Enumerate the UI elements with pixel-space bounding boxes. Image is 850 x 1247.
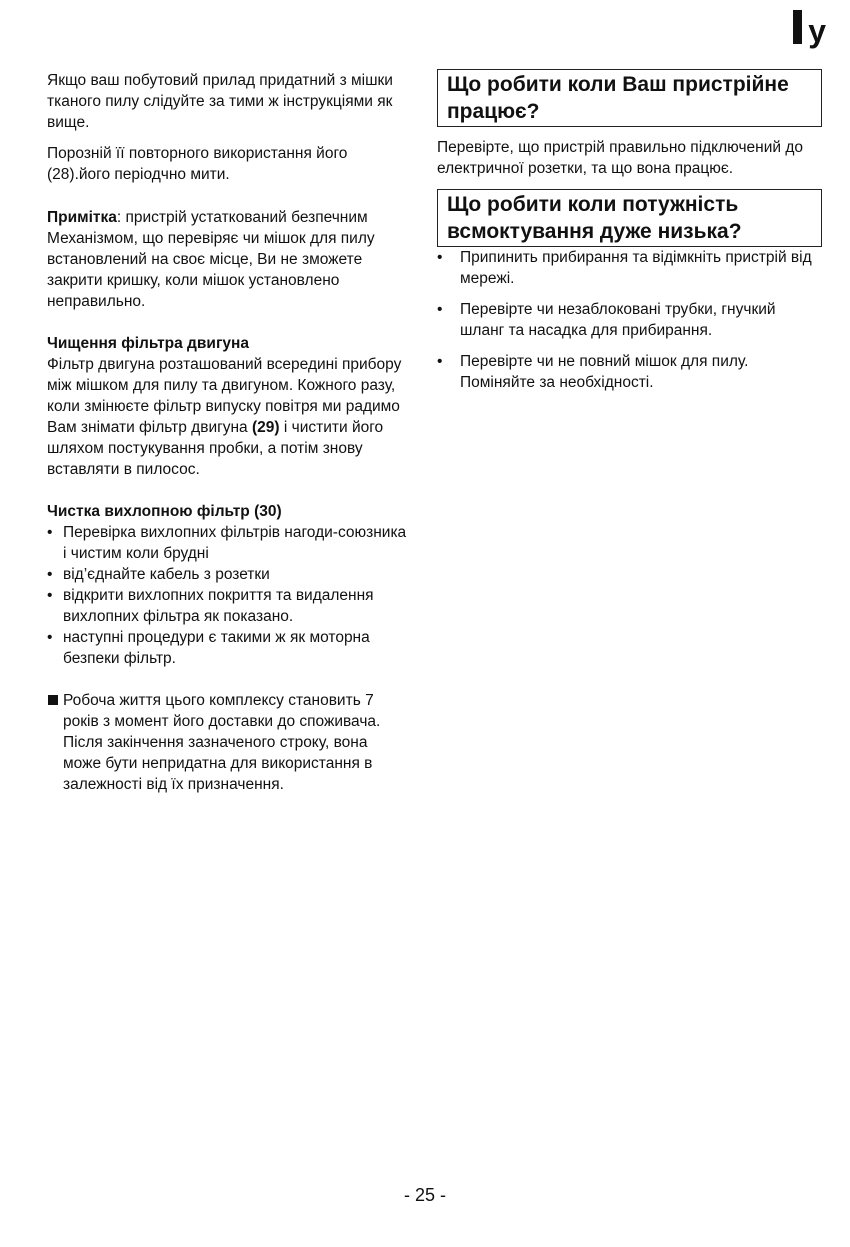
motor-filter-title: Чищення фільтра двигуна [47, 335, 250, 352]
motor-filter-text [47, 354, 407, 480]
list-item: • Перевірка вихлопних фільтрів нагоди-союзника і чистим коли брудні [47, 522, 407, 564]
paragraph-cloth-bag: Якщо ваш побутовий прилад придатний з мішки тканого пилу слідуйте за тими ж інструкціями як вище. [47, 72, 393, 131]
list-item: • Припинить прибирання та відімкніть пристрій від мережі. [437, 247, 822, 289]
motor-ref: (29) [252, 419, 280, 436]
square-bullet-icon [48, 695, 58, 705]
list-item: • Перевірте чи не повний мішок для пилу. Поміняйте за необхідності. [437, 351, 822, 393]
left-column [47, 70, 407, 795]
list-item: • Перевірте чи незаблоковані трубки, гнучкий шланг та насадка для прибирання. [437, 299, 822, 341]
right-column [437, 69, 822, 403]
language-marker [793, 10, 826, 49]
service-life-text-2: Після закінчення зазначеного строку, вона може бути непридатна для використання в залежності від їх призначення. [63, 734, 373, 793]
page-number: - 25 - [403, 1185, 446, 1205]
note-label: Примітка [47, 209, 117, 226]
language-bar [793, 10, 802, 44]
heading-low-suction: Що робити коли потужність всмоктування дуже низька? [437, 189, 822, 247]
low-suction-list [437, 247, 822, 393]
motor-text-a: Фільтр двигуна розташований всередині прибору між мішком для пилу та двигуном. Кожного разу, коли змінюєте фільтр випуску повітря ми радимо Вам знімати фільтр двигуна [47, 356, 402, 436]
service-life-block [47, 690, 407, 795]
paragraph-wash: Порозній її повторного використання його (28).його періодчно мити. [47, 145, 348, 183]
note-paragraph [47, 207, 407, 312]
language-letter: y [808, 13, 826, 49]
exhaust-list [47, 522, 407, 669]
paragraph-check-socket: Перевірте, що пристрій правильно підключений до електричної розетки, та що вона працює. [437, 139, 804, 177]
list-item: • відкрити вихлопних покриття та видалення вихлопних фільтра як показано. [47, 585, 407, 627]
list-item: • від’єднайте кабель з розетки [47, 564, 407, 585]
list-item: • наступні процедури є такими ж як моторна безпеки фільтр. [47, 627, 407, 669]
motor-text-b: і чистити його шляхом постукування пробки, а потім знову вставляти в пилосос. [47, 419, 384, 478]
note-text: : пристрій устаткований безпечним Механізмом, що перевіряє чи мішок для пилу встановлений на своє місце, Ви не зможете закрити кришку, коли мішок установлено неправильно. [47, 209, 375, 310]
service-life-text-1: Робоча життя цього комплексу становить 7 років з момент його доставки до споживача. [63, 692, 381, 730]
heading-not-working: Що робити коли Ваш пристрійне працює? [437, 69, 822, 127]
exhaust-filter-title: Чистка вихлопною фільтр (30) [47, 503, 282, 520]
